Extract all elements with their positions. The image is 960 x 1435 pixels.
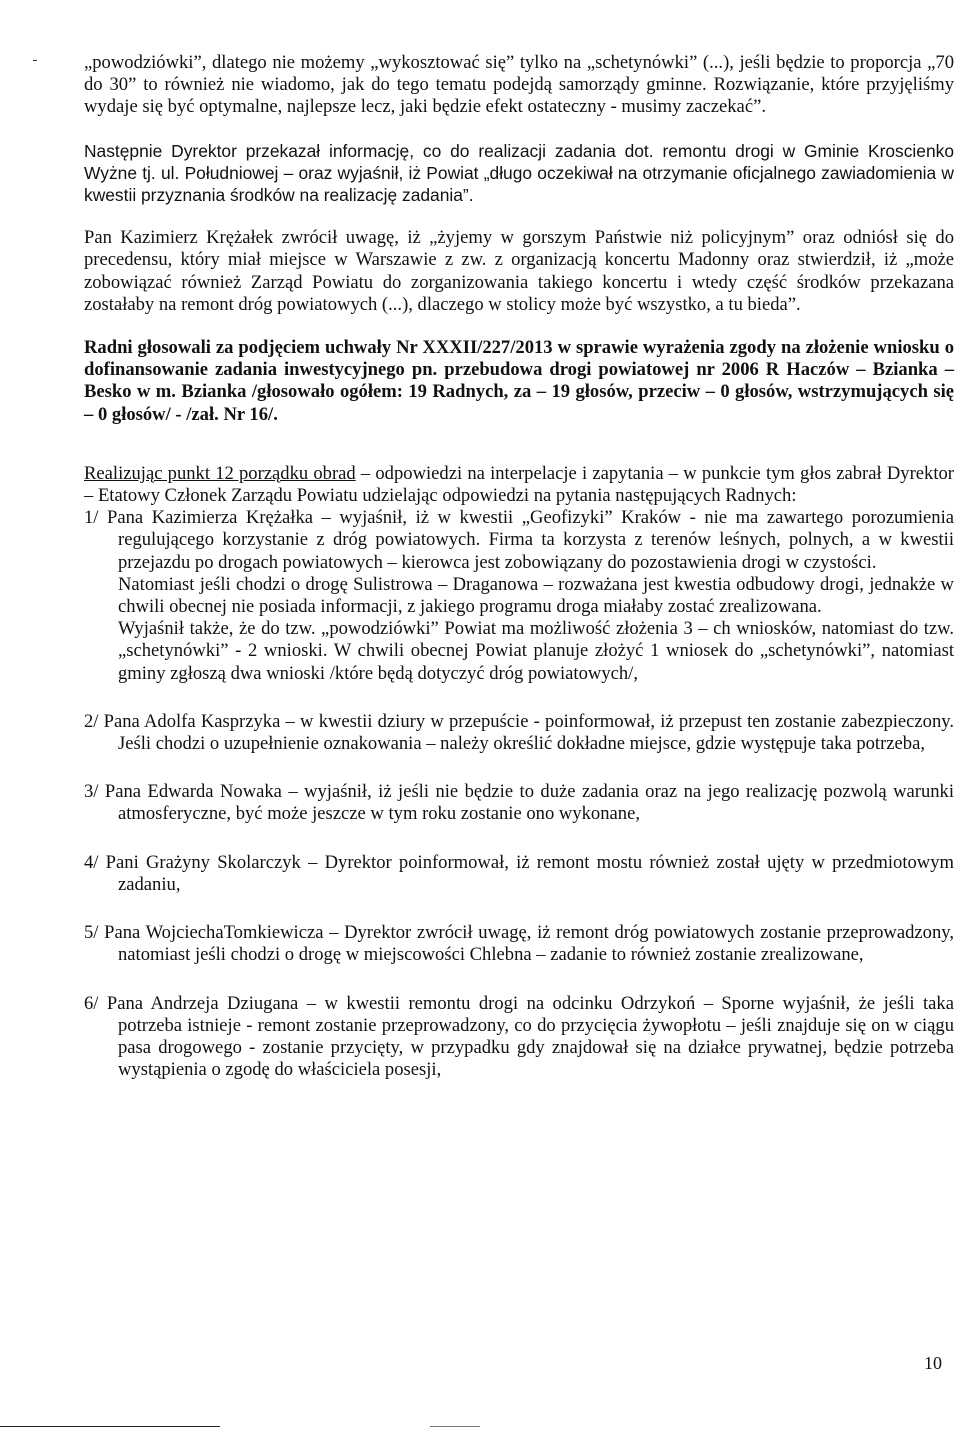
- paragraph-vote-resolution: Radni głosowali za podjęciem uchwały Nr XXXII/227/2013 w sprawie wyrażenia zgody na złożenie wniosku o dofinansowanie zadania inwestycyjnego pn. przebudowa drogi powiatowej nr 2006 R Haczów – Bzianka – Besko w m. Bzianka /głosowało ogółem: 19 Radnych, za – 19 głosów, przeciw – 0 głosów, wstrzymujących się – 0 głosów/ - /zał. Nr 16/.: [84, 337, 954, 425]
- answer-item-4: 4/ Pani Grażyny Skolarczyk – Dyrektor poinformował, iż remont mostu również został ujęty w przedmiotowym zadaniu,: [84, 851, 954, 895]
- answer-item-1: 1/ Pana Kazimierza Krężałka – wyjaśnił, iż w kwestii „Geofizyki” Kraków - nie ma zawartego porozumienia regulującego korzystanie z dróg powiatowych. Firma ta korzysta z terenów leśnych, polnych, a w kwestii przejazdu po drogach powiatowych – kierowca jest zobowiązany do pozostawienia drogi w czystości.: [84, 507, 954, 573]
- paragraph-point-12: [84, 463, 954, 507]
- point-12-heading: Realizując punkt 12 porządku obrad: [84, 462, 356, 484]
- footer-rule: [0, 1426, 220, 1427]
- paragraph-krezalek: Pan Kazimierz Krężałek zwrócił uwagę, iż „żyjemy w gorszym Państwie niż policyjnym” oraz odniósł się do precedensu, który miał miejsce w Warszawie z zw. z organizacją koncertu Madonny oraz stwierdził, iż „może zobowiązać również Zarząd Powiatu do zorganizowania takiego koncertu i wtedy część środków przekazana zostałaby na remont dróg powiatowych (...), dlaczego w stolicy może być wszystko, a tu bieda”.: [84, 227, 954, 315]
- paragraph-director-info: Następnie Dyrektor przekazał informację, co do realizacji zadania dot. remontu drogi w Gminie Kroscienko Wyżne tj. ul. Południowej – oraz wyjaśnił, iż Powiat „długo oczekiwał na otrzymanie oficjalnego zawiadomienia w kwestii przyznania środków na realizację zadania”.: [84, 140, 954, 206]
- answer-item-1-road: Natomiast jeśli chodzi o drogę Sulistrowa – Draganowa – rozważana jest kwestia odbudowy drogi, jednakże w chwili obecnej nie posiada informacji, z jakiego programu droga miałaby zostać zrealizowana.: [118, 573, 954, 618]
- answer-item-6: 6/ Pana Andrzeja Dziugana – w kwestii remontu drogi na odcinku Odrzykoń – Sporne wyjaśnił, że jeśli taka potrzeba istnieje - remont zostanie przeprowadzony, co do przycięcia żywopłotu – jeśli znajduje się on w ciągu pasa drogowego - zostanie przycięty, w przypadku gdy znajdował się na działce prywatnej, będzie potrzeba wystąpienia o zgodę do właściciela posesji,: [84, 992, 954, 1081]
- page-number: 10: [924, 1353, 942, 1373]
- point-12-text: – odpowiedzi na interpelacje i zapytania – w punkcie tym głos zabrał Dyrektor – Etatowy Członek Zarządu Powiatu udzielając odpowiedzi na pytania następujących Radnych:: [84, 462, 954, 507]
- answer-item-2: 2/ Pana Adolfa Kasprzyka – w kwestii dziury w przepuście - poinformował, iż przepust ten zostanie zabezpieczony. Jeśli chodzi o uzupełnienie oznakowania – należy określić dokładne miejsce, gdzie występuje taka potrzeba,: [84, 710, 954, 755]
- answer-item-5: 5/ Pana WojciechaTomkiewicza – Dyrektor zwrócił uwagę, iż remont dróg powiatowych zostanie przeprowadzony, natomiast jeśli chodzi o drogę w miejscowości Chlebna – zadanie to również zostanie zrealizowane,: [84, 922, 954, 966]
- answer-item-1-applications: Wyjaśnił także, że do tzw. „powodziówki” Powiat ma możliwość złożenia 3 – ch wniosków, natomiast do tzw. „schetynówki” - 2 wnioski. W chwili obecnej Powiat planuje złożyć 1 wniosek do „schetynówki”, natomiast gminy zgłoszą dwa wnioski /które będą dotyczyć dróg powiatowych/,: [118, 618, 954, 684]
- answer-item-3: 3/ Pana Edwarda Nowaka – wyjaśnił, iż jeśli nie będzie to duże zadania oraz na jego realizację pozwolą warunki atmosferyczne, być może jeszcze w tym roku zostanie ono wykonane,: [84, 781, 954, 825]
- scan-mark: [33, 60, 37, 61]
- footer-rule-short: [430, 1426, 480, 1427]
- paragraph-quote-end: „powodziówki”, dlatego nie możemy „wykosztować się” tylko na „schetynówki” (...), jeśli będzie to proporcja „70 do 30” to również nie wiadomo, jak do tego tematu podejdą samorządy gminne. Rozwiązanie, które przyjęliśmy wydaje się być optymalne, najlepsze lecz, jaki będzie efekt ostateczny - musimy zaczekać”.: [84, 52, 954, 118]
- document-page: [84, 52, 954, 1081]
